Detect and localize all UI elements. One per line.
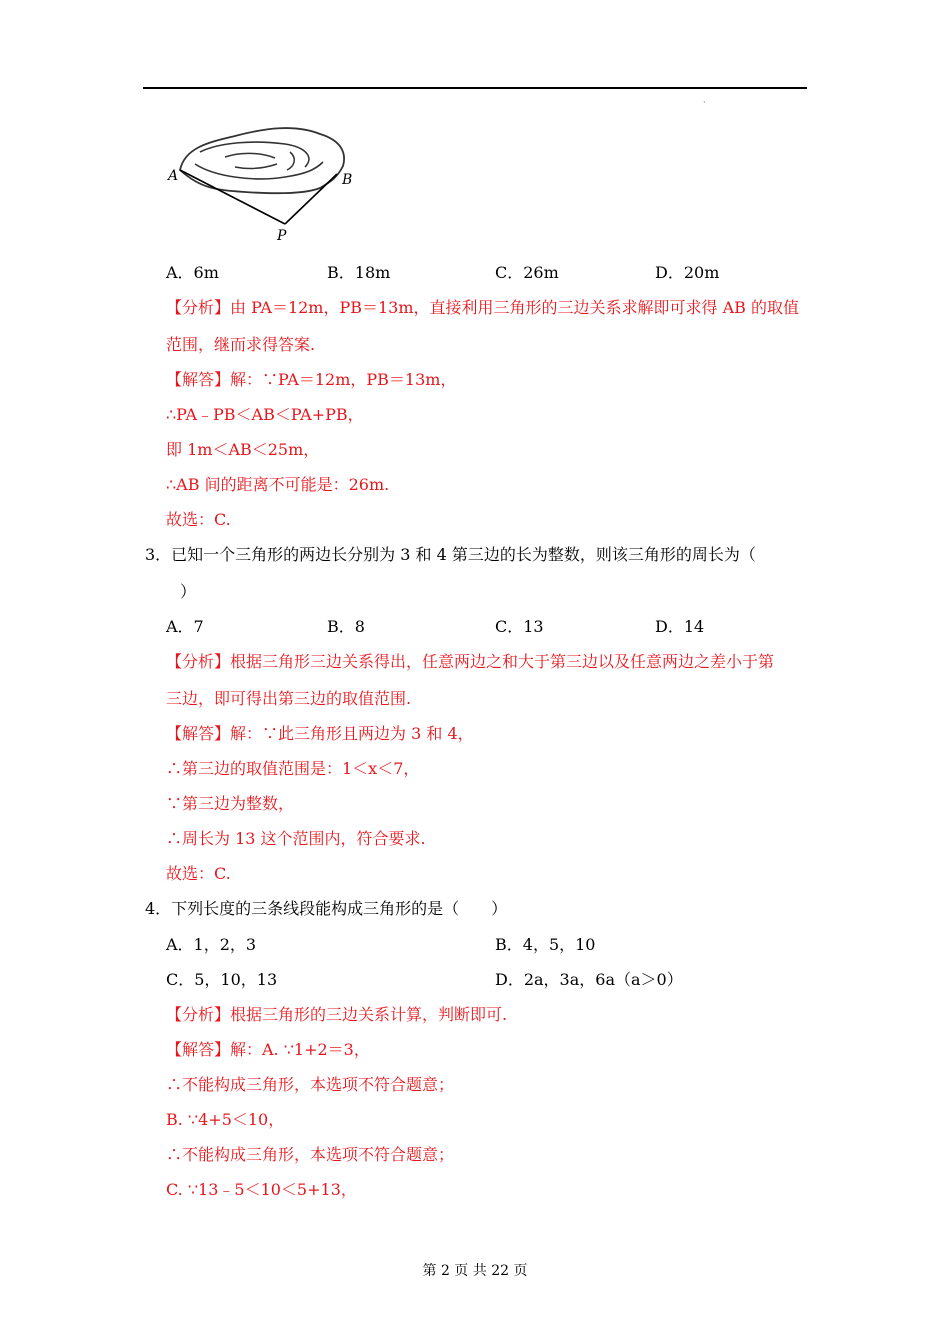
label-a: A: [168, 168, 179, 184]
q3-answer: 故选：C.: [166, 864, 231, 883]
pond-inner-3: [225, 153, 275, 158]
q4-solution: 【解答】解：A. ∵1+2＝3，: [166, 1040, 370, 1059]
q4-option-a: A．1，2，3: [166, 935, 257, 954]
pond-inner-2: [195, 162, 323, 179]
q4-question: 4．下列长度的三条线段能构成三角形的是（ ）: [145, 899, 508, 918]
q4-step2: B. ∵4+5＜10，: [166, 1110, 285, 1129]
label-p: P: [277, 228, 287, 244]
q4-option-d: D．2a，3a，6a（a＞0）: [495, 970, 683, 989]
q2-analysis-line1: 【分析】由 PA＝12m，PB＝13m，直接利用三角形的三边关系求解即可求得 AB 的取值: [166, 298, 800, 317]
header-rule: [143, 87, 807, 89]
q2-solution: 【解答】解：∵PA＝12m，PB＝13m，: [166, 370, 457, 389]
q3-question-line2: ）: [180, 582, 197, 601]
q3-question-line1: 3．已知一个三角形的两边长分别为 3 和 4 第三边的长为整数，则该三角形的周长为（: [145, 545, 756, 564]
q3-option-a: A．7: [166, 617, 204, 636]
label-b: B: [342, 172, 353, 188]
q3-step3: ∴周长为 13 这个范围内，符合要求.: [166, 829, 426, 848]
q3-analysis-line1: 【分析】根据三角形三边关系得出，任意两边之和大于第三边以及任意两边之差小于第: [166, 652, 775, 671]
page-footer: 第 2 页 共 22 页: [422, 1263, 528, 1279]
q2-option-d: D．20m: [655, 263, 720, 282]
q2-answer: 故选：C.: [166, 510, 231, 529]
pond-figure: [165, 122, 365, 247]
q2-option-b: B．18m: [327, 263, 391, 282]
header-dot: ·: [703, 98, 706, 107]
q4-step4: C. ∵13﹣5＜10＜5+13，: [166, 1180, 357, 1199]
q2-option-a: A．6m: [166, 263, 219, 282]
q4-step3: ∴不能构成三角形，本选项不符合题意；: [166, 1145, 455, 1164]
q3-analysis-line2: 三边，即可得出第三边的取值范围.: [166, 689, 412, 708]
q2-step2: 即 1m＜AB＜25m，: [166, 440, 320, 459]
q4-option-c: C．5，10，13: [166, 970, 278, 989]
segment-pb: [285, 174, 337, 224]
q2-step3: ∴AB 间的距离不可能是：26m.: [166, 475, 390, 494]
q3-step2: ∵第三边为整数，: [166, 794, 295, 813]
pond-inner-4: [235, 164, 277, 168]
q3-option-c: C．13: [495, 617, 544, 636]
q4-step1: ∴不能构成三角形，本选项不符合题意；: [166, 1075, 455, 1094]
q3-option-d: D．14: [655, 617, 705, 636]
q3-option-b: B．8: [327, 617, 365, 636]
q2-option-c: C．26m: [495, 263, 559, 282]
q2-step1: ∴PA﹣PB＜AB＜PA+PB，: [166, 405, 364, 424]
q2-analysis-line2: 范围，继而求得答案.: [166, 335, 316, 354]
pond-inner-5: [287, 152, 294, 170]
q4-option-b: B．4，5，10: [495, 935, 596, 954]
q4-analysis: 【分析】根据三角形的三边关系计算，判断即可.: [166, 1005, 508, 1024]
q3-step1: ∴第三边的取值范围是：1＜x＜7，: [166, 759, 420, 778]
q3-solution: 【解答】解：∵此三角形且两边为 3 和 4，: [166, 724, 474, 743]
